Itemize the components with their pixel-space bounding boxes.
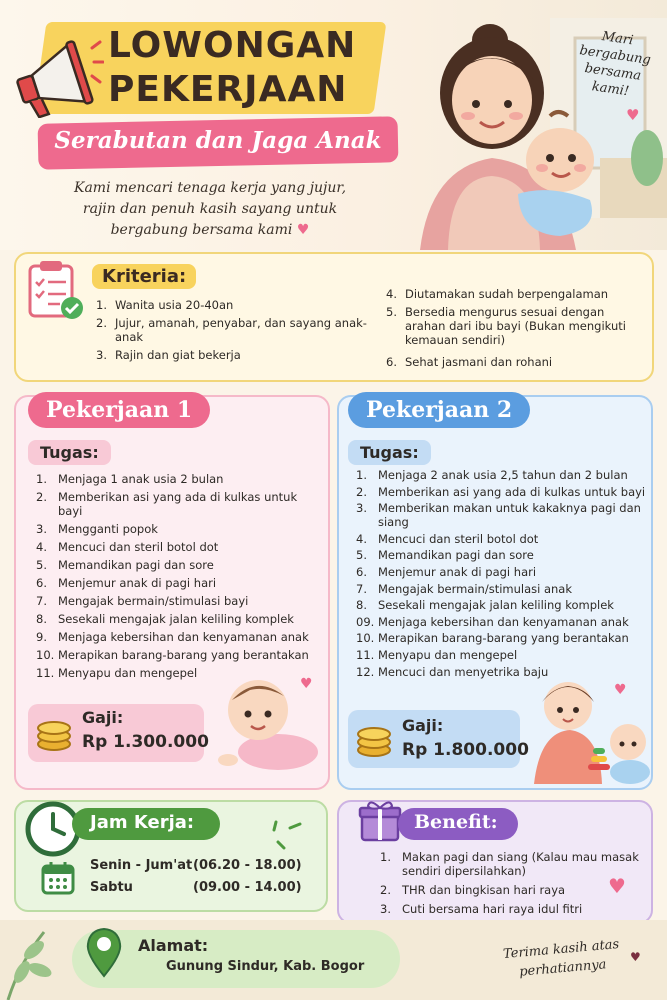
pekerjaan-2-task-list — [356, 468, 650, 681]
list-item: 3. Cuti bersama hari raya idul fitri — [380, 902, 583, 916]
list-item: 2. Jujur, amanah, penyabar, dan sayang anak-anak — [96, 316, 367, 344]
thanks-text: Terima kasih atas perhatiannya — [502, 936, 620, 980]
title-line-2: PEKERJAAN — [108, 69, 348, 110]
list-item: 11. Menyapu dan mengepel — [356, 647, 518, 662]
list-item: 5. Memandikan pagi dan sore — [36, 558, 214, 572]
kriteria-title: Kriteria: — [92, 264, 196, 289]
list-item: 3. Memberikan makan untuk kakaknya pagi dan siang — [356, 501, 641, 530]
kriteria-list-left — [96, 298, 376, 366]
list-item: 2. THR dan bingkisan hari raya — [380, 883, 566, 897]
list-item: 1. Menjaga 2 anak usia 2,5 tahun dan 2 bulan — [356, 468, 628, 482]
location-pin-icon — [84, 926, 124, 978]
list-item: 3. Mengganti popok — [36, 522, 158, 536]
list-item: 9. Menjaga kebersihan dan kenyamanan anak — [36, 630, 309, 644]
list-item: 4. Diutamakan sudah berpengalaman — [386, 287, 609, 301]
pekerjaan-2-tugas-label: Tugas: — [348, 440, 431, 465]
gift-icon — [358, 796, 402, 842]
heart-icon: ♥ — [626, 106, 640, 124]
list-item: 4. Mencuci dan steril botol dot — [356, 531, 539, 546]
list-item: 2. Memberikan asi yang ada di kulkas untuk bayi — [356, 484, 646, 499]
megaphone-icon — [8, 38, 104, 118]
list-item: 6. Sehat jasmani dan rohani — [386, 355, 553, 369]
pekerjaan-1-task-list — [36, 472, 322, 684]
pekerjaan-2-gaji-label: Gaji: — [402, 716, 444, 735]
list-item: 1. Makan pagi dan siang (Kalau mau masak sendiri dipersilahkan) — [380, 850, 639, 878]
leaf-decoration — [0, 922, 60, 1000]
alamat-value: Gunung Sindur, Kab. Bogor — [166, 959, 365, 974]
svg-text:♥: ♥ — [614, 682, 627, 698]
crawling-baby-illustration — [206, 666, 322, 776]
intro-text: Kami mencari tenaga kerja yang jujur, rajin dan penuh kasih sayang untuk bergabung bersama kami ♥ — [73, 180, 347, 238]
coins-icon — [34, 712, 74, 752]
subtitle: Serabutan dan Jaga Anak — [54, 127, 382, 154]
pekerjaan-1-gaji-value: Rp 1.300.000 — [82, 732, 209, 752]
children-playing-illustration — [526, 672, 652, 784]
jam-kerja-title: Jam Kerja: — [90, 812, 195, 833]
list-item: 1. Wanita usia 20-40an — [96, 298, 234, 312]
pekerjaan-1-tugas-label: Tugas: — [28, 440, 111, 465]
svg-text:♥: ♥ — [300, 676, 313, 692]
decorative-marks — [270, 818, 310, 850]
clipboard-check-icon — [26, 258, 84, 320]
list-item: 7. Mengajak bermain/stimulasi bayi — [36, 594, 249, 608]
jam-row-time: (06.20 - 18.00) — [193, 858, 302, 873]
pekerjaan-2-title: Pekerjaan 2 — [348, 392, 530, 428]
jam-row-time: (09.00 - 14.00) — [193, 880, 302, 895]
callout-text: Mari bergabung bersama kami! — [578, 29, 652, 100]
alamat-label: Alamat: — [138, 936, 209, 955]
jam-row-day: Sabtu — [90, 880, 133, 895]
list-item: 8. Sesekali mengajak jalan keliling komplek — [356, 598, 614, 613]
list-item: 6. Menjemur anak di pagi hari — [36, 576, 217, 590]
heart-icon: ♥ — [630, 950, 641, 964]
list-item: 6. Menjemur anak di pagi hari — [356, 564, 537, 579]
pekerjaan-1-title: Pekerjaan 1 — [28, 392, 210, 428]
benefit-title: Benefit: — [414, 811, 498, 833]
calendar-icon — [40, 860, 76, 896]
list-item: 10. Merapikan barang-barang yang berantakan — [356, 631, 629, 646]
list-item: 5. Bersedia mengurus sesuai dengan arahan dari ibu bayi (Bukan mengikuti kemauan sendiri) — [386, 305, 626, 347]
list-item: 11. Menyapu dan mengepel — [36, 666, 198, 680]
list-item: 8. Sesekali mengajak jalan keliling komplek — [36, 612, 294, 626]
list-item: 10. Merapikan barang-barang yang berantakan — [36, 648, 309, 662]
list-item: 5. Memandikan pagi dan sore — [356, 548, 534, 563]
list-item: 2. Memberikan asi yang ada di kulkas untuk bayi — [36, 490, 298, 518]
pekerjaan-2-gaji-value: Rp 1.800.000 — [402, 740, 529, 760]
jam-row-day: Senin - Jum'at — [90, 858, 193, 873]
list-item: 1. Menjaga 1 anak usia 2 bulan — [36, 472, 224, 486]
list-item: 09. Menjaga kebersihan dan kenyamanan anak — [356, 614, 629, 629]
list-item: 4. Mencuci dan steril botol dot — [36, 540, 219, 554]
list-item: 7. Mengajak bermain/stimulasi anak — [356, 581, 573, 596]
kriteria-list-right — [386, 287, 644, 373]
coins-icon — [354, 718, 394, 758]
heart-icon: ♥ — [608, 874, 626, 898]
pekerjaan-1-gaji-label: Gaji: — [82, 708, 124, 727]
list-item: 3. Rajin dan giat bekerja — [96, 348, 241, 362]
list-item: 12. Mencuci dan menyetrika baju — [356, 664, 549, 679]
title-line-1: LOWONGAN — [108, 25, 357, 66]
